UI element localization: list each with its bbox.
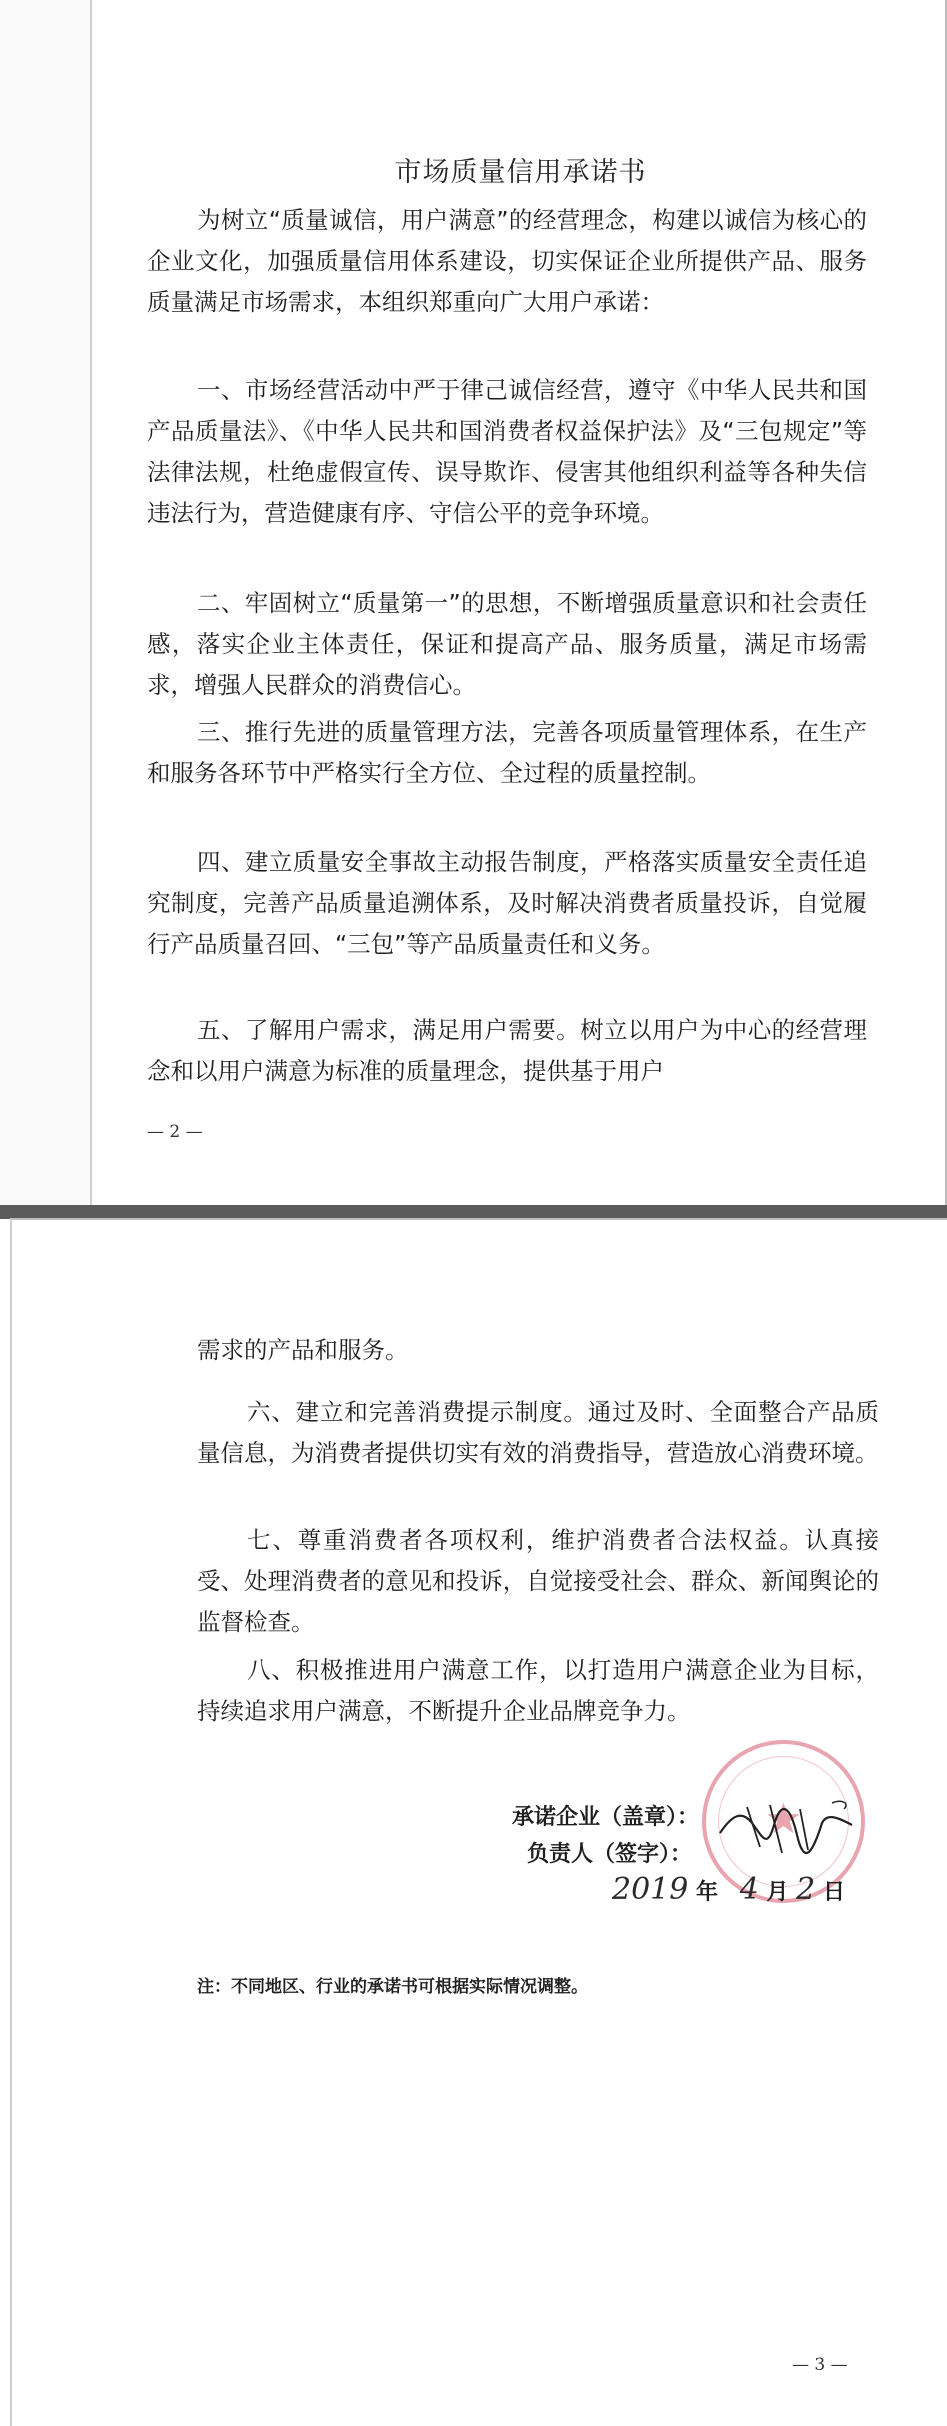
- clause-2: 二、牢固树立“质量第一”的思想，不断增强质量意识和社会责任感，落实企业主体责任，保证和提高产品、服务质量，满足市场需求，增强人民群众的消费信心。: [147, 589, 867, 699]
- clause-5: 五、了解用户需求，满足用户需要。树立以用户为中心的经营理念和以用户满意为标准的质量理念，提供基于用户: [147, 1016, 867, 1085]
- page-number: — 2 —: [147, 1122, 203, 1142]
- clause-7: 七、尊重消费者各项权利，维护消费者合法权益。认真接受、处理消费者的意见和投诉，自觉接受社会、群众、新闻舆论的监督检查。: [197, 1526, 879, 1636]
- company-seal-label: 承诺企业（盖章）：: [512, 1805, 700, 1830]
- date-month-suffix: 月: [766, 1880, 789, 1905]
- date-year-suffix: 年: [696, 1880, 719, 1905]
- date-year: 2019: [612, 1872, 689, 1907]
- clause-5-continuation: 需求的产品和服务。: [197, 1336, 409, 1364]
- scan-margin: [0, 0, 90, 1205]
- page-gap: [0, 1205, 947, 1219]
- page-number: — 3 —: [792, 2355, 848, 2375]
- handwritten-signature: [712, 1795, 862, 1865]
- date-day-suffix: 日: [822, 1880, 845, 1905]
- document-title: 市场质量信用承诺书: [394, 157, 647, 188]
- clause-8: 八、积极推进用户满意工作，以打造用户满意企业为目标，持续追求用户满意，不断提升企业品牌竞争力。: [197, 1656, 879, 1725]
- clause-3: 三、推行先进的质量管理方法，完善各项质量管理体系，在生产和服务各环节中严格实行全方位、全过程的质量控制。: [147, 718, 867, 787]
- clause-1: 一、市场经营活动中严于律己诚信经营，遵守《中华人民共和国产品质量法》、《中华人民共和国消费者权益保护法》及“三包规定”等法律法规，杜绝虚假宣传、误导欺诈、侵害其他组织利益等各种失信违法行为，营造健康有序、守信公平的竞争环境。: [147, 376, 867, 527]
- seal-star-icon: ★: [764, 1794, 803, 1843]
- responsible-person-label: 负责人（签字）：: [527, 1842, 693, 1867]
- clause-4: 四、建立质量安全事故主动报告制度，严格落实质量安全责任追究制度，完善产品质量追溯体系，及时解决消费者质量投诉，自觉履行产品质量召回、“三包”等产品质量责任和义务。: [147, 848, 867, 958]
- date-day: 2: [796, 1872, 816, 1907]
- clause-6: 六、建立和完善消费提示制度。通过及时、全面整合产品质量信息，为消费者提供切实有效的消费指导，营造放心消费环境。: [197, 1398, 879, 1467]
- footnote: 注：不同地区、行业的承诺书可根据实际情况调整。: [197, 1977, 588, 1997]
- signing-date: [612, 1872, 845, 1907]
- document-page-2: [90, 0, 947, 1205]
- intro-paragraph: 为树立“质量诚信，用户满意”的经营理念，构建以诚信为核心的企业文化，加强质量信用体系建设，切实保证企业所提供产品、服务质量满足市场需求，本组织郑重向广大用户承诺：: [147, 206, 867, 316]
- document-page-3: [10, 1218, 947, 2426]
- date-month: 4: [739, 1872, 759, 1907]
